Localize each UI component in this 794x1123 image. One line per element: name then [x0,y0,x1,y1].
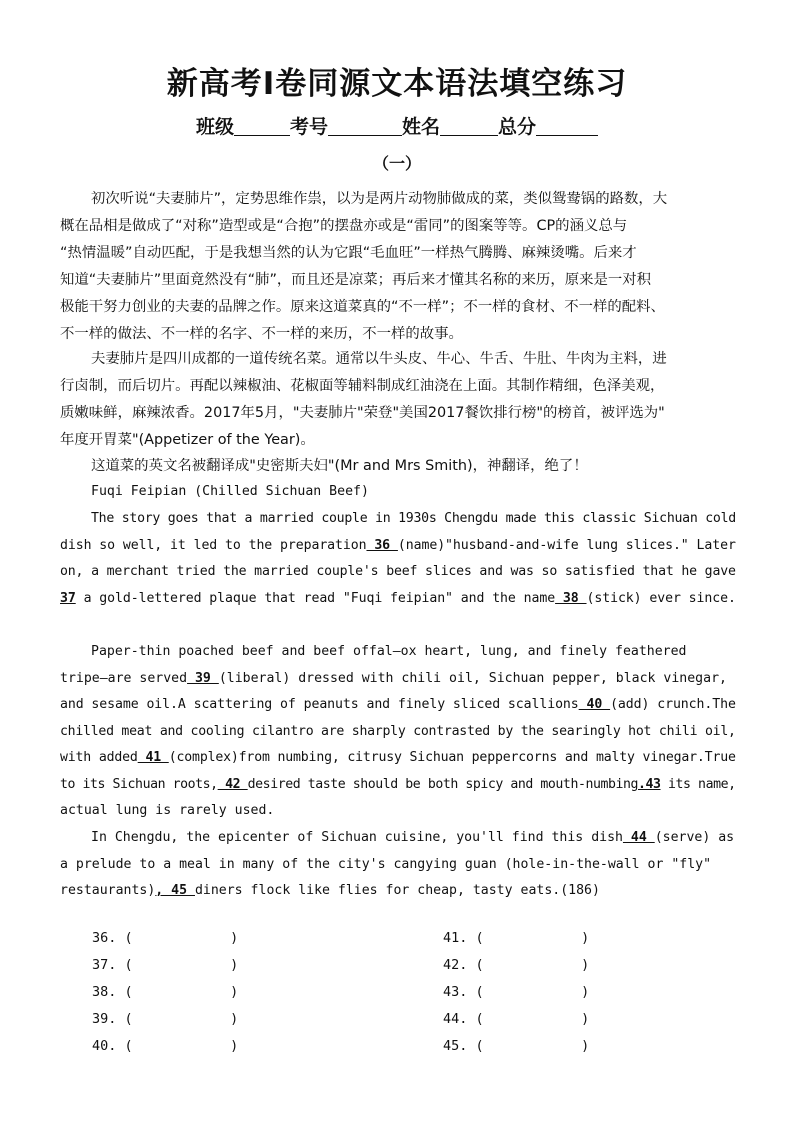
blank-43[interactable]: .43 [638,776,661,792]
text-line: a prelude to a meal in many of the city's cangying guan (hole-in-the-wall or "fly" [60,856,712,872]
text-line: In Chengdu, the epicenter of Sichuan cuisine, you'll find this dish 44 (serve) as [91,830,735,845]
blank-40[interactable]: 40 [578,697,611,712]
page-title: 新高考Ⅰ卷同源文本语法填空练习 [166,66,628,102]
answer-line[interactable]: 40. ( ) [92,1038,239,1054]
chinese-paragraph-1 [60,186,736,348]
score-blank[interactable] [536,115,598,136]
text-line: 极能干努力创业的夫妻的品牌之作。原来这道菜真的“不一样”；不一样的食材、不一样的配料、 [60,299,665,315]
text-line: The story goes that a married couple in 1930s Chengdu made this classic Sichuan cold [91,511,736,526]
class-blank[interactable] [234,115,290,136]
text-line: to its Sichuan roots, 42 desired taste should be both spicy and mouth-numbing.43 its name, [60,776,736,792]
text-line: 概在品相是做成了“对称”造型或是“合抱”的摆盘亦或是“雷同”的图案等等。CP的涵义总与 [60,218,628,234]
answer-line[interactable]: 45. ( ) [443,1038,590,1054]
text-line: 年度开胃菜"(Appetizer of the Year)。 [60,432,315,448]
answer-line[interactable]: 42. ( ) [443,957,590,973]
blank-45[interactable]: , 45 [155,883,195,898]
english-paragraph-1 [60,506,736,612]
answer-line[interactable]: 44. ( ) [443,1011,590,1027]
blank-39[interactable]: 39 [187,670,219,686]
text-line: Paper-thin poached beef and beef offal—ox heart, lung, and finely feathered [91,644,687,659]
id-blank[interactable] [328,115,402,136]
text-line: “热情温暖”自动匹配，于是我想当然的认为它跟“毛血旺”一样热气腾腾、麻辣烫嘴。后来才 [60,245,637,261]
text-line: chilled meat and cooling cilantro are sharply contrasted by the searingly hot chili oil, [60,723,736,739]
chinese-paragraph-3 [60,453,736,480]
score-label: 总分 [498,116,537,138]
answer-line[interactable]: 37. ( ) [92,957,239,973]
blank-41[interactable]: 41 [137,750,169,765]
id-label: 考号 [289,116,328,138]
english-paragraph-3 [60,825,736,905]
text-line: 37 a gold-lettered plaque that read "Fuqi feipian" and the name 38 (stick) ever since. [60,590,736,606]
blank-42[interactable]: 42 [217,776,248,792]
answer-line[interactable]: 38. ( ) [92,984,239,1000]
name-blank[interactable] [440,115,498,136]
text-line: on, a merchant tried the married couple's beef slices and was so satisfied that he gave [60,564,736,579]
chinese-paragraph-2 [60,346,736,454]
blank-38[interactable]: 38 [555,590,587,606]
answer-line[interactable]: 39. ( ) [92,1011,239,1027]
blank-44[interactable]: 44 [622,830,655,845]
text-line: 初次听说“夫妻肺片”，定势思维作祟，以为是两片动物肺做成的菜，类似鸳鸯锅的路数，大 [91,191,668,207]
text-line: actual lung is rarely used. [60,803,275,818]
text-line: 行卤制，而后切片。再配以辣椒油、花椒面等辅料制成红油浇在上面。其制作精细，色泽美观， [60,378,665,394]
text-line: and sesame oil.A scattering of peanuts and finely sliced scallions 40 (add) crunch.The [60,697,736,712]
answer-line[interactable]: 36. ( ) [92,930,239,946]
text-line: 这道菜的英文名被翻译成"史密斯夫妇"(Mr and Mrs Smith)，神翻译，绝了！ [91,458,588,474]
class-label: 班级 [195,116,234,138]
blank-37[interactable]: 37 [60,590,76,606]
text-line: 夫妻肺片是四川成都的一道传统名菜。通常以牛头皮、牛心、牛舌、牛肚、牛肉为主料，进 [91,351,667,367]
text-line: dish so well, it led to the preparation 36 (name)"husband-and-wife lung slices." Later [60,537,736,553]
student-info-line [0,112,794,139]
text-line: with added 41 (complex)from numbing, citrusy Sichuan peppercorns and malty vinegar.True [60,750,736,765]
text-line: tripe—are served 39 (liberal) dressed with chili oil, Sichuan pepper, black vinegar, [60,670,727,686]
text-line: 不一样的做法、不一样的名字、不一样的来历，不一样的故事。 [60,326,463,342]
blank-36[interactable]: 36 [366,537,398,553]
text-line: 质嫩味鲜，麻辣浓香。2017年5月，"夫妻肺片"荣登"美国2017餐饮排行榜"的榜首，被评选为" [60,405,665,421]
english-heading: Fuqi Feipian (Chilled Sichuan Beef) [91,484,369,499]
answer-line[interactable]: 43. ( ) [443,984,590,1000]
name-label: 姓名 [402,116,441,138]
english-paragraph-2 [60,639,736,825]
text-line: 知道“夫妻肺片”里面竟然没有“肺”，而且还是凉菜；再后来才懂其名称的来历，原来是一对积 [60,272,652,288]
text-line: restaurants), 45 diners flock like flies for cheap, tasty eats.(186) [60,883,600,898]
section-heading: （一） [372,154,421,173]
answer-line[interactable]: 41. ( ) [443,930,590,946]
